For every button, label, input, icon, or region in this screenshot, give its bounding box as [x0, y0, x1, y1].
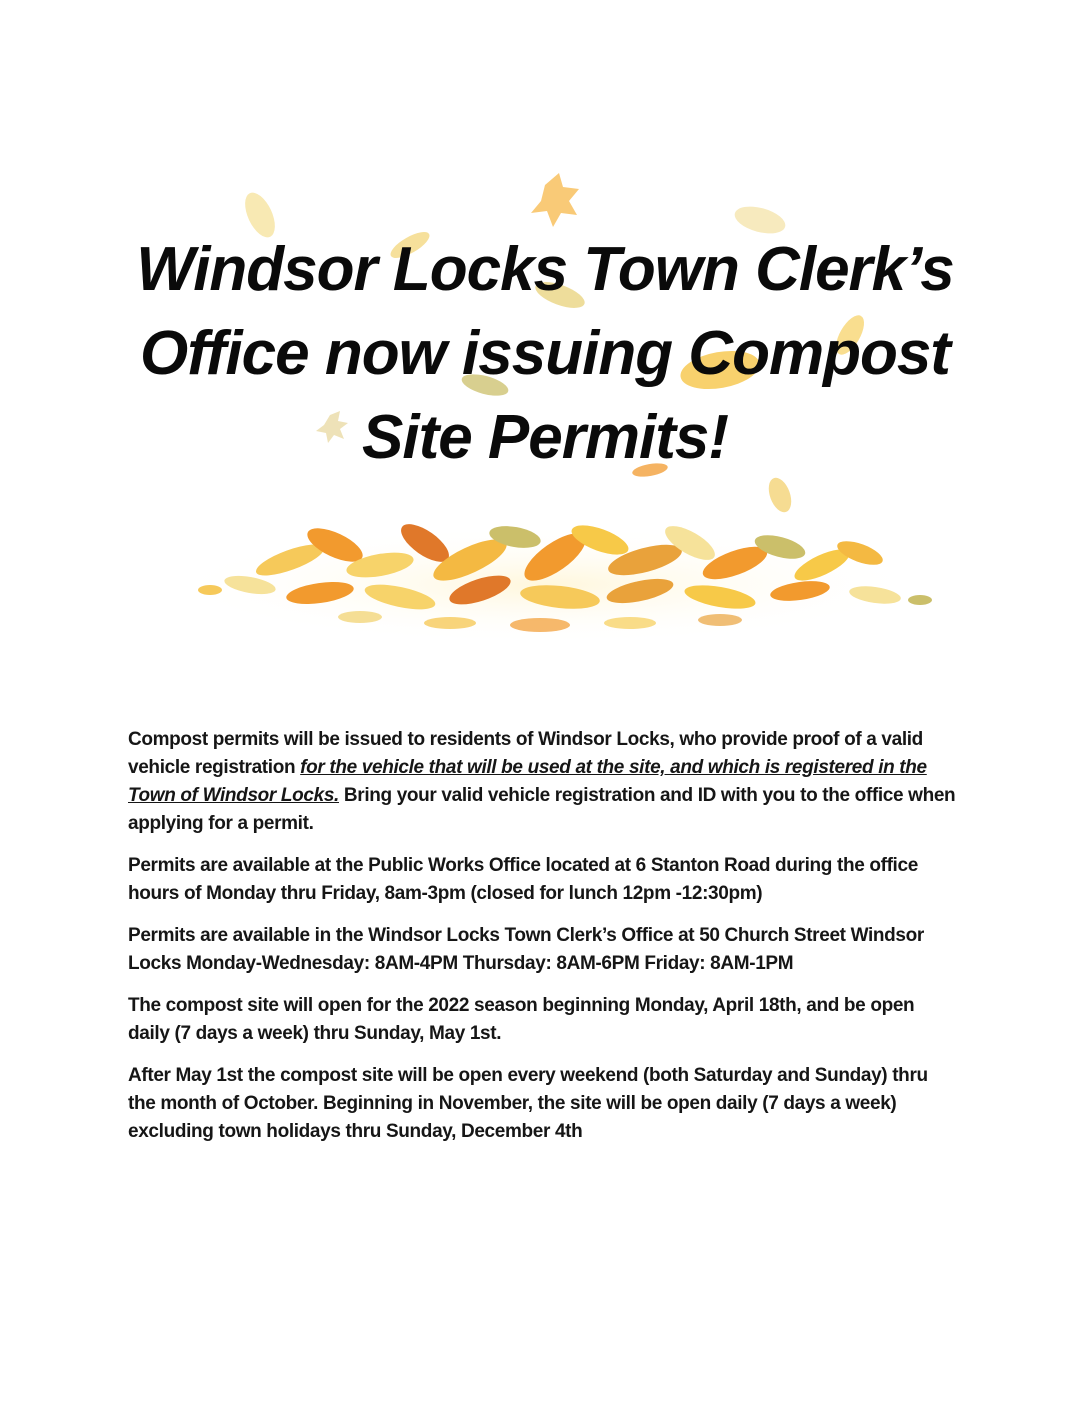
paragraph-eligibility [128, 726, 958, 838]
title-line-2: Office now issuing Compost [140, 319, 950, 388]
title-line-3: Site Permits! [361, 403, 729, 472]
title-line-1: Windsor Locks Town Clerk’s [136, 235, 954, 304]
paragraph-season-opening: The compost site will open for the 2022 season beginning Monday, April 18th, and be open daily (7 days a week) thru Sunday, May 1st. [128, 995, 915, 1044]
eligibility-intro: Compost permits will be issued to residents of Windsor Locks, who provide proof of a valid vehicle registration [128, 729, 923, 778]
paragraph-public-works: Permits are available at the Public Works Office located at 6 Stanton Road during the office hours of Monday thru Friday, 8am-3pm (closed for lunch 12pm -12:30pm) [128, 855, 918, 904]
flyer-body [128, 726, 958, 1160]
paragraph-town-clerk: Permits are available in the Windsor Locks Town Clerk’s Office at 50 Church Street Windsor Locks Monday-Wednesday: 8AM-4PM Thursday: 8AM-6PM Friday: 8AM-1PM [128, 925, 924, 974]
paragraph-season-schedule: After May 1st the compost site will be open every weekend (both Saturday and Sunday) thru the month of October. Beginning in November, the site will be open daily (7 days a week) excluding town holidays thru Sunday, December 4th [128, 1065, 928, 1142]
eligibility-emphasis: for the vehicle that will be used at the site, and which is registered in the Town of Windsor Locks. [128, 757, 927, 806]
flyer-title [110, 228, 980, 480]
eligibility-outro: Bring your valid vehicle registration and ID with you to the office when applying for a permit. [128, 785, 956, 834]
